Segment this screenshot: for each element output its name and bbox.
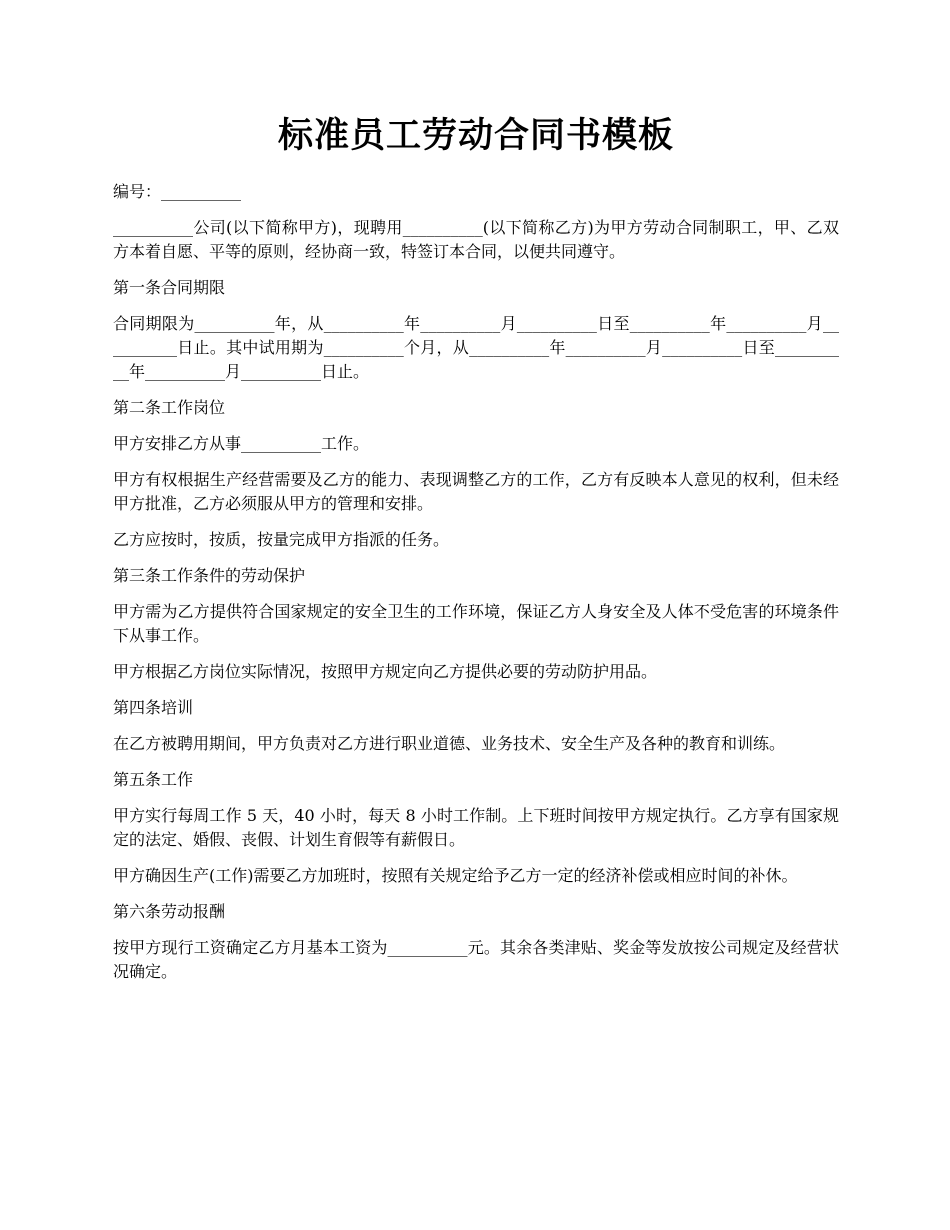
article-5-heading: 第五条工作	[113, 770, 194, 789]
serial-number: 编号：__________	[113, 182, 242, 201]
article-1-term-paragraph: 合同期限为__________年，从__________年__________月__________日至__________年__________月__________日止。其中试用期为__________个月，从__________年__________月__________日至__________年__________月__________日止。	[113, 314, 839, 381]
article-2-adjust-paragraph: 甲方有权根据生产经营需要及乙方的能力、表现调整乙方的工作，乙方有反映本人意见的权利，但未经甲方批准，乙方必须服从甲方的管理和安排。	[113, 470, 839, 513]
article-1-heading: 第一条合同期限	[113, 278, 226, 297]
article-6-heading: 第六条劳动报酬	[113, 902, 226, 921]
article-5-hours-paragraph: 甲方实行每周工作 5 天，40 小时，每天 8 小时工作制。上下班时间按甲方规定执行。乙方享有国家规定的法定、婚假、丧假、计划生育假等有薪假日。	[113, 806, 839, 849]
article-5-overtime-paragraph: 甲方确因生产(工作)需要乙方加班时，按照有关规定给予乙方一定的经济补偿或相应时间的补休。	[113, 866, 798, 885]
article-4-heading: 第四条培训	[113, 698, 194, 717]
article-3-heading: 第三条工作条件的劳动保护	[113, 566, 306, 585]
article-2-heading: 第二条工作岗位	[113, 398, 226, 417]
intro-paragraph: __________公司(以下简称甲方)，现聘用__________(以下简称乙方)为甲方劳动合同制职工，甲、乙双方本着自愿、平等的原则，经协商一致，特签订本合同，以便共同遵守。	[113, 218, 839, 261]
article-6-wage-paragraph: 按甲方现行工资确定乙方月基本工资为__________元。其余各类津贴、奖金等发放按公司规定及经营状况确定。	[113, 938, 839, 981]
article-4-training-paragraph: 在乙方被聘用期间，甲方负责对乙方进行职业道德、业务技术、安全生产及各种的教育和训练。	[113, 734, 786, 753]
article-3-environment-paragraph: 甲方需为乙方提供符合国家规定的安全卫生的工作环境，保证乙方人身安全及人体不受危害的环境条件下从事工作。	[113, 602, 839, 645]
document-title: 标准员工劳动合同书模板	[277, 115, 674, 156]
article-3-supplies-paragraph: 甲方根据乙方岗位实际情况，按照甲方规定向乙方提供必要的劳动防护用品。	[113, 662, 658, 681]
article-2-complete-paragraph: 乙方应按时，按质，按量完成甲方指派的任务。	[113, 530, 450, 549]
document-body	[113, 180, 839, 996]
article-2-assign-paragraph: 甲方安排乙方从事__________工作。	[113, 434, 370, 453]
